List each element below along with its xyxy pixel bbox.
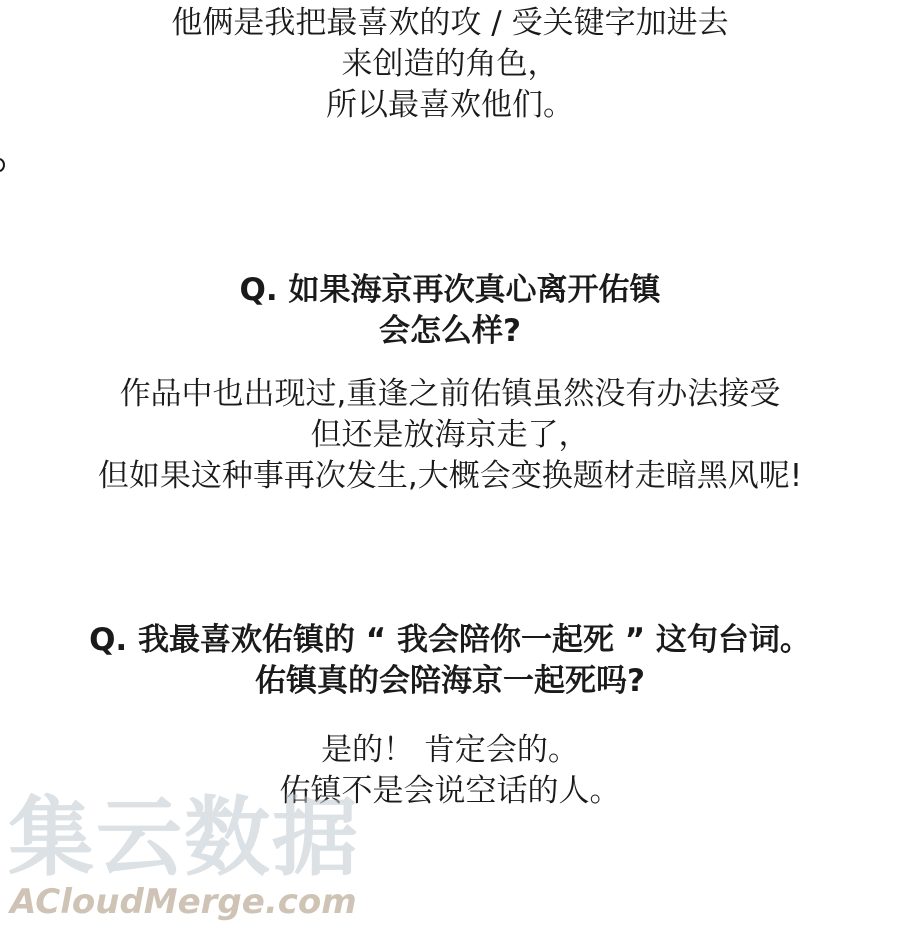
- answer-2-line: 是的！ 肯定会的。: [321, 732, 579, 768]
- intro-line: 他俩是我把最喜欢的攻 / 受关键字加进去: [171, 5, 729, 41]
- question-2-line: Q. 我最喜欢佑镇的 “ 我会陪你一起死 ” 这句台词。: [89, 622, 811, 658]
- question-1-line: Q. 如果海京再次真心离开佑镇: [239, 272, 661, 308]
- answer-1-line: 但如果这种事再次发生,大概会变换题材走暗黑风呢!: [97, 458, 803, 494]
- answer-2-line: 佑镇不是会说空话的人。: [279, 773, 621, 809]
- watermark-logo: [8, 790, 388, 930]
- question-1-line: 会怎么样?: [379, 313, 521, 349]
- watermark-cn-text: 集云数据: [8, 788, 360, 888]
- answer-1-line: 但还是放海京走了，: [310, 417, 590, 453]
- answer-1-line: 作品中也出现过,重逢之前佑镇虽然没有办法接受: [119, 376, 781, 412]
- intro-text: [0, 3, 900, 126]
- question-1: [0, 270, 900, 352]
- intro-line: 来创造的角色，: [341, 46, 559, 82]
- answer-1: [0, 374, 900, 497]
- question-2: [0, 620, 900, 702]
- watermark-en-text: ACloudMerge.com: [10, 882, 357, 922]
- left-edge-mark: [0, 158, 5, 172]
- intro-line: 所以最喜欢他们。: [326, 87, 574, 123]
- question-2-line: 佑镇真的会陪海京一起死吗?: [255, 663, 645, 699]
